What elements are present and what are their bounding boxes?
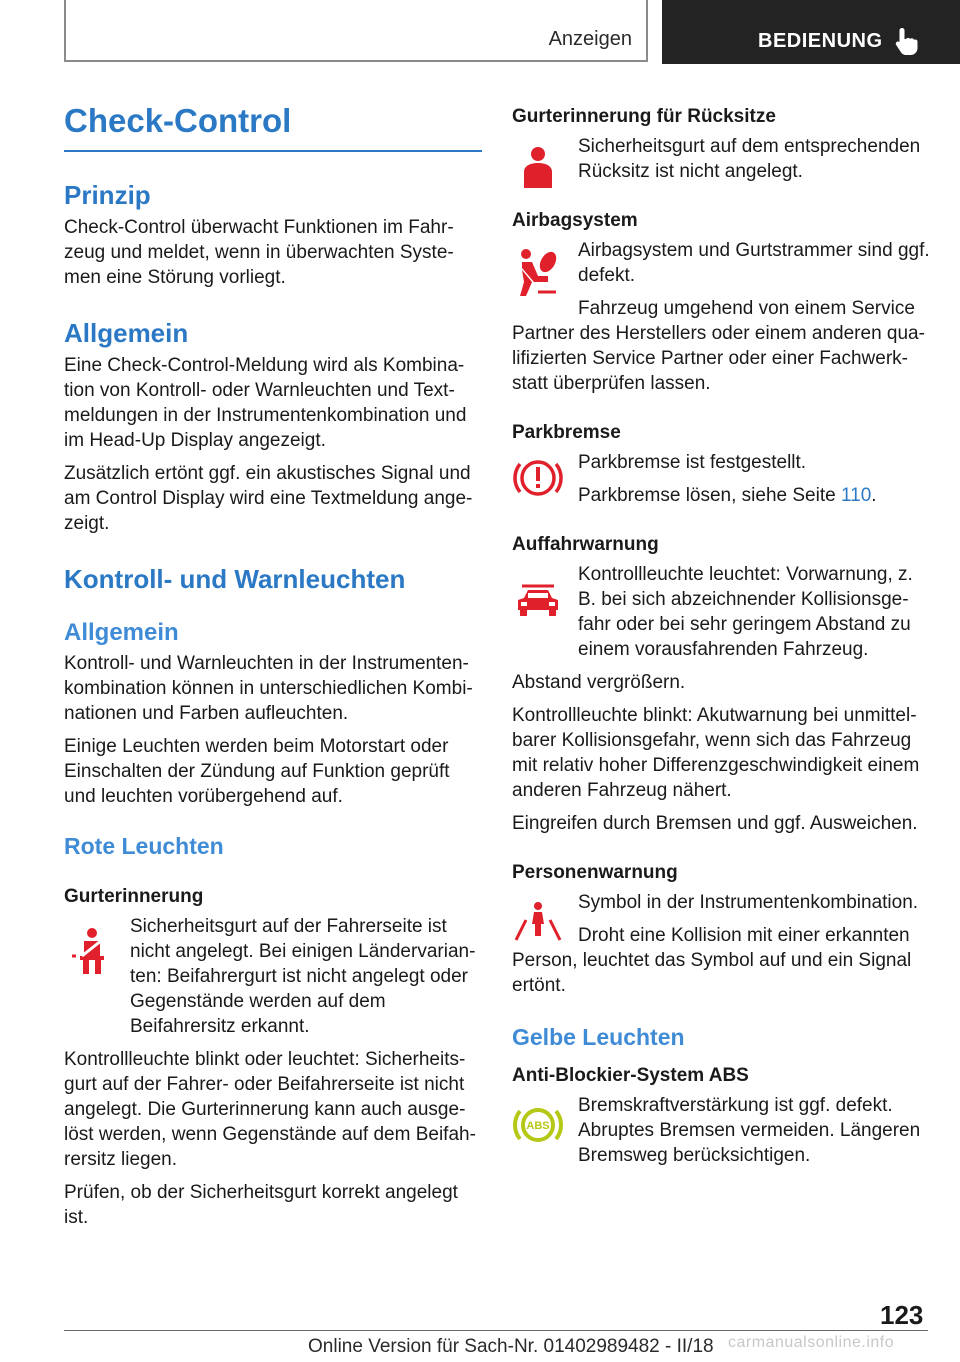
personen-paragraph-1: Symbol in der Instrumentenkombination. — [578, 892, 919, 913]
pedestrian-warning-icon — [512, 898, 564, 950]
gurterinnerung-paragraph-2: Kontrollleuchte blinkt oder leuchtet: Sicherheitsgurt auf der Fahrer- oder Beifahrerseite ist nicht angelegt. Die Gurterinnerung kann auch ausgelöst werden, wenn Gegenstände auf dem Beifahrersitz liegen. — [64, 1049, 476, 1170]
header-chapter-box — [662, 0, 960, 64]
entry-heading-auffahrwarnung: Auffahrwarnung — [512, 534, 659, 555]
personen-paragraph-2: Droht eine Kollision mit einer erkannten Person, leuchtet das Symbol auf und ein Signal ertönt. — [512, 925, 912, 996]
entry-auffahrwarnung — [512, 562, 932, 662]
ruecksitze-paragraph-1: Sicherheitsgurt auf dem entsprechenden Rücksitz ist nicht angelegt. — [578, 136, 921, 182]
parkbremse-period: . — [871, 485, 877, 506]
header-section-box — [64, 0, 648, 62]
entry-personenwarnung — [512, 890, 932, 998]
airbag-icon — [512, 246, 564, 298]
page-number: 123 — [880, 1300, 924, 1330]
entry-heading-gurterinnerung: Gurterinnerung — [64, 886, 204, 907]
footer-divider — [64, 1330, 928, 1331]
subheading-rote-leuchten: Rote Leuchten — [64, 833, 224, 859]
entry-heading-personenwarnung: Personenwarnung — [512, 862, 678, 883]
abs-icon-label: ABS — [526, 1120, 550, 1132]
footer-watermark: carmanualsonline.info — [728, 1334, 895, 1351]
entry-heading-abs: Anti-Blockier-System ABS — [512, 1065, 749, 1086]
rear-seatbelt-icon — [512, 142, 564, 194]
airbag-paragraph-1: Airbagsystem und Gurtstrammer sind ggf. defekt. — [578, 240, 930, 286]
entry-heading-airbagsystem: Airbagsystem — [512, 210, 638, 231]
entry-ruecksitze — [512, 134, 932, 184]
auffahr-paragraph-4: Eingreifen durch Bremsen und ggf. Ausweichen. — [512, 813, 918, 834]
parking-brake-icon — [512, 452, 564, 504]
allgemein-paragraph-1: Eine Check-Control-Meldung wird als Kombination von Kontroll- oder Warnleuchten und Textmeldungen in der Instrumentenkombination und im Head-Up Display angezeigt. — [64, 355, 467, 451]
prinzip-text: Check-Control überwacht Funktionen im Fahrzeug und meldet, wenn in überwachten Systemen eine Störung vorliegt. — [64, 217, 454, 288]
subheading-gelbe-leuchten: Gelbe Leuchten — [512, 1024, 685, 1050]
parkbremse-paragraph-2 — [512, 483, 932, 508]
page-title: Check-Control — [64, 96, 482, 152]
footer-online-version: Online Version für Sach-Nr. 01402989482 - II/18 — [308, 1336, 714, 1357]
hand-pointer-icon — [894, 26, 920, 56]
section-heading-prinzip: Prinzip — [64, 180, 151, 210]
entry-heading-parkbremse: Parkbremse — [512, 422, 621, 443]
kontroll-paragraph-1: Kontroll- und Warnleuchten in der Instrumentenkombination können in unterschiedlichen Kombinationen und Farben aufleuchten. — [64, 653, 473, 724]
right-column — [512, 96, 932, 1176]
abs-paragraph-1: Bremskraftverstärkung ist ggf. defekt. Abruptes Bremsen vermeiden. Längeren Bremsweg berücksichtigen. — [578, 1095, 921, 1166]
parkbremse-text: Parkbremse lösen, siehe Seite — [578, 485, 841, 506]
header-section-title: Anzeigen — [548, 28, 632, 50]
left-column — [64, 96, 482, 1238]
page-reference-link[interactable]: 110 — [840, 485, 872, 506]
entry-abs — [512, 1093, 932, 1168]
auffahr-paragraph-3: Kontrollleuchte blinkt: Akutwarnung bei unmittelbarer Kollisionsgefahr, wenn sich das Fahrzeug mit relativ hoher Differenzgeschwindigkeit einem anderen Fahrzeug nähert. — [512, 705, 920, 801]
auffahr-paragraph-2: Abstand vergrößern. — [512, 672, 686, 693]
entry-heading-gurterinnerung-ruecksitze: Gurterinnerung für Rücksitze — [512, 106, 776, 127]
seatbelt-warning-icon — [64, 926, 116, 978]
parkbremse-paragraph-1: Parkbremse ist festgestellt. — [578, 452, 807, 473]
auffahr-paragraph-1: Kontrollleuchte leuchtet: Vorwarnung, z. B. bei sich abzeichnender Kollisionsgefahr oder bei sehr geringem Abstand zu einem vorausfahrenden Fahrzeug. — [578, 564, 913, 660]
entry-parkbremse — [512, 450, 932, 508]
abs-icon — [512, 1099, 564, 1151]
header-chapter-title: BEDIENUNG — [758, 30, 883, 52]
airbag-paragraph-2: Fahrzeug umgehend von einem Service Partner des Herstellers oder einem anderen qualifizierten Service Partner oder einer Fachwerkstatt überprüfen lassen. — [512, 298, 925, 394]
entry-airbagsystem — [512, 238, 932, 396]
gurterinnerung-paragraph-1: Sicherheitsgurt auf der Fahrerseite ist nicht angelegt. Bei einigen Ländervarianten: Beifahrergurt ist nicht angelegt oder Gegenstände werden auf dem Beifahrersitz erkannt. — [130, 916, 476, 1037]
collision-warning-car-icon — [512, 572, 564, 624]
entry-gurterinnerung — [64, 914, 482, 1039]
section-heading-kontroll: Kontroll- und Warnleuchten — [64, 564, 406, 594]
section-heading-allgemein: Allgemein — [64, 318, 189, 348]
gurterinnerung-paragraph-3: Prüfen, ob der Sicherheitsgurt korrekt angelegt ist. — [64, 1182, 458, 1228]
subheading-allgemein: Allgemein — [64, 619, 179, 646]
allgemein-paragraph-2: Zusätzlich ertönt ggf. ein akustisches Signal und am Control Display wird eine Textmeldung angezeigt. — [64, 463, 473, 534]
kontroll-paragraph-2: Einige Leuchten werden beim Motorstart oder Einschalten der Zündung auf Funktion geprüft und leuchten vorübergehend auf. — [64, 736, 450, 807]
